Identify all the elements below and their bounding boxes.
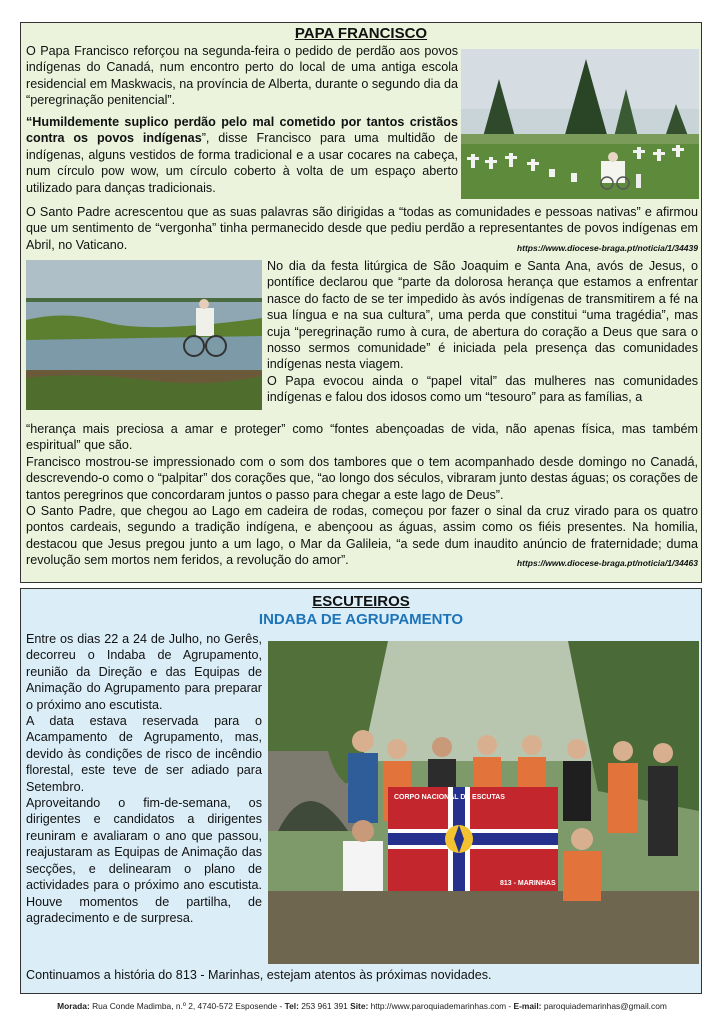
paragraph: “herança mais preciosa a amar e proteger” como “fontes abençoadas de vida, não apenas física, mas também espiritual” que são. (26, 422, 698, 453)
photo-cemetery (461, 49, 699, 199)
paragraph (26, 204, 698, 253)
footer-email-label: E-mail: (513, 1001, 542, 1011)
papa-paragraph-4 (267, 258, 698, 406)
paragraph: Aproveitando o fim-de-semana, os dirigentes e candidatos a dirigentes reuniram e avaliaram o ano que passou, reajustaram as Equipas de Animação das secções, e delinearam o plano de actividades para o próximo ano escutista. Houve momentos de partilha, de agradecimento e de surpresa. (26, 796, 262, 925)
paragraph (26, 503, 698, 569)
paragraph-text: O Santo Padre, que chegou ao Lago em cadeira de rodas, começou por fazer o sinal da cruz virado para os quatro pontos cardeais, segundo a tradição indígena, e abençoou as águas, assim como os fiéis presentes. Na homilia, destacou que Jesus pregou junto a um lago, o Mar da Galileia, “a sede dum inaudito anúncio de fraternidade; duma revolução sem mortos nem feridos, a revolução do amor”. (26, 504, 698, 568)
flag-side-text: 813 - MARINHAS (500, 880, 556, 887)
footer-site-label: Site: (350, 1001, 369, 1011)
escuteiros-section (20, 588, 702, 994)
paragraph: O Papa Francisco reforçou na segunda-feira o pedido de perdão aos povos indígenas do Canadá, num encontro perto do local de uma antiga escola residencial em Maskwacis, na província de Alberta, durante o segundo dia da “peregrinação penitencial”. (26, 44, 458, 108)
quote-bold: “Humildemente suplico perdão pelo mal cometido por tantos cristãos contra os povos indígenas (26, 115, 458, 146)
footer-email-link[interactable]: paroquiademarinhas@gmail.com (543, 1001, 667, 1011)
paragraph: Continuamos a história do 813 - Marinhas, estejam atentos às próximas novidades. (26, 968, 492, 982)
section-title: ESCUTEIROS (312, 593, 410, 610)
flag-text: CORPO NACIONAL DE ESCUTAS (394, 794, 505, 801)
section-title: PAPA FRANCISCO (294, 25, 428, 42)
escuteiros-closing (26, 967, 698, 983)
footer-morada: Rua Conde Madimba, n.º 2, 4740-572 Esposende - (92, 1001, 283, 1011)
footer (0, 1001, 724, 1011)
papa-quote (26, 114, 458, 196)
source-link[interactable]: https://www.diocese-braga.pt/noticia/1/34439 (516, 242, 698, 253)
footer-tel-label: Tel: (284, 1001, 299, 1011)
paragraph: Entre os dias 22 a 24 de Julho, no Gerês, decorreu o Indaba de Agrupamento, reunião da Direção e das Equipas de Animação do Agrupamento para preparar o próximo ano escutista. (26, 632, 262, 712)
section-subtitle: INDABA DE AGRUPAMENTO (258, 611, 464, 628)
papa-paragraph-5 (26, 421, 698, 572)
papa-francisco-section (20, 22, 702, 583)
paragraph: No dia da festa litúrgica de São Joaquim e Santa Ana, avós de Jesus, o pontífice declarou que “parte da dolorosa herança que estamos a enfrentar nasce do facto de se ter impedido às avós indígenas de transmitirem a fé na sua língua e na sua cultura”, uma perda que constitui “uma tragédia”, mas cuja “peregrinação rumo à cura, de abertura do coração a Deus que sara o nosso sermos comunidade” é iniciada pela presença das comunidades indígenas nesta viagem. (267, 259, 698, 372)
papa-paragraph-3 (26, 204, 698, 256)
footer-site-link[interactable]: http://www.paroquiademarinhas.com - (370, 1001, 512, 1011)
paragraph-text: O Santo Padre acrescentou que as suas palavras são dirigidas a “todas as comunidades e pessoas nativas” e afirmou que um sentimento de “vergonha” tinha permanecido desde que pediu perdão a representantes de povos indígenas em Abril, no Vaticano. (26, 205, 698, 252)
quote-rest: ”, disse Francisco para uma multidão de indígenas, alguns vestidos de forma tradicional e a usar cocares na cabeça, num círculo pow wow, um círculo coberto à volta de um espaço aberto utilizado para danças tradicionais. (26, 131, 458, 195)
footer-tel: 253 961 391 (301, 1001, 348, 1011)
photo-lake (26, 260, 262, 410)
footer-morada-label: Morada: (57, 1001, 90, 1011)
photo-group (268, 641, 699, 964)
source-link[interactable]: https://www.diocese-braga.pt/noticia/1/34463 (516, 558, 698, 569)
paragraph: Francisco mostrou-se impressionado com o som dos tambores que o tem acompanhado desde domingo no Canadá, descrevendo-o como o “palpitar” dos corações que, “ao longo dos séculos, vibraram junto destas águas; os corações de tantos peregrinos que concordaram juntos o passo para chegar a este lago de Deus”. (26, 454, 698, 502)
paragraph: A data estava reservada para o Acampamento de Agrupamento, mas, devido às condições de risco de incêndio florestal, este teve de ser adiado para Setembro. (26, 714, 262, 794)
papa-intro (26, 43, 458, 109)
escuteiros-body (26, 631, 262, 926)
paragraph: O Papa evocou ainda o “papel vital” das mulheres nas comunidades indígenas e falou dos idosos como um “tesouro” para as famílias, a (267, 373, 698, 405)
paragraph (26, 114, 458, 196)
